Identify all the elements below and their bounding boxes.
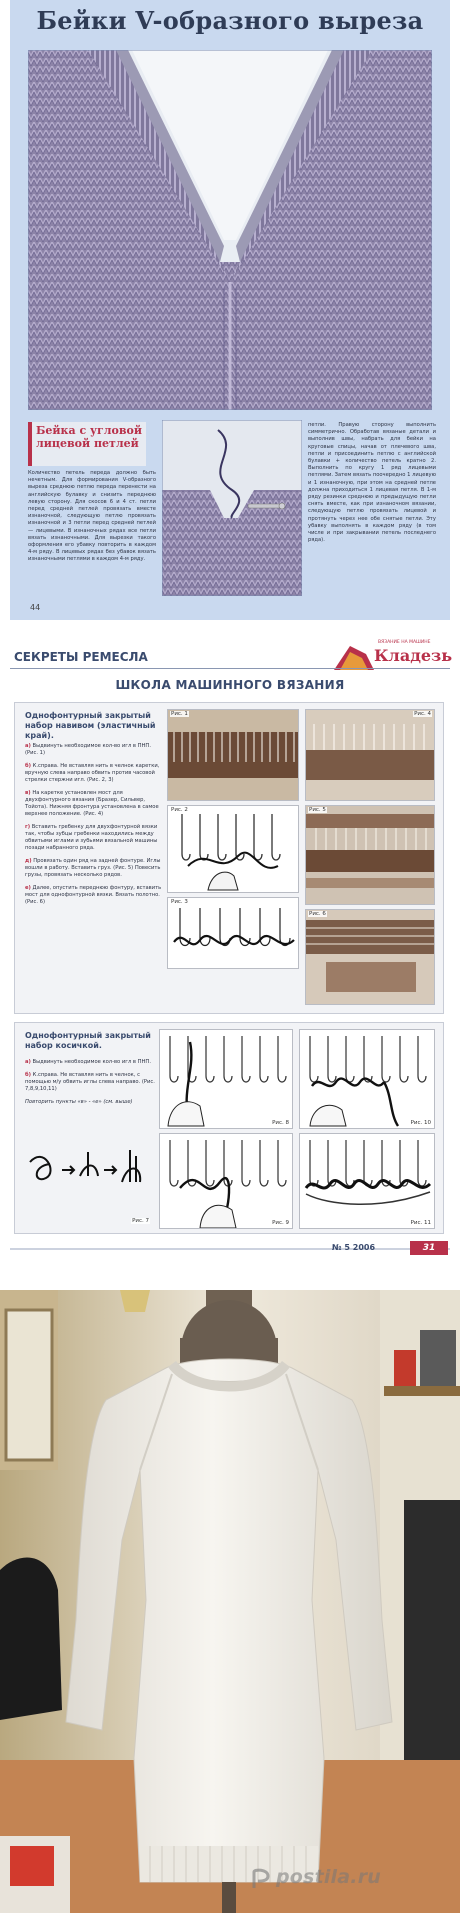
section-label: СЕКРЕТЫ РЕМЕСЛА	[14, 650, 148, 664]
panel-heading: Однофонтурный закрытый набор навивом (эластичный край).	[25, 711, 156, 740]
panel-cast-on-braid	[14, 1022, 444, 1234]
figure-4	[305, 709, 435, 801]
figure-label: Рис. 7	[132, 1218, 149, 1224]
step-item: г) Вставить гребенку для двухфонтурной вязки так, чтобы зубцы гребенки находились между обвитыми иглами и зубьями вязальной машины позади набранного ряда.	[25, 824, 158, 851]
magazine-page-v-neck	[10, 0, 450, 620]
step-item: Повторить пункты «в» - «е» (см. выше)	[25, 1099, 133, 1105]
figure-11	[299, 1133, 435, 1229]
issue-number: № 5 2006	[332, 1243, 376, 1252]
step-item: д) Провязать один ряд на задней фонтуре. Иглы вошли в работу. Вставить груз. (Рис. 5) Повесить грузы, провязать несколько рядов.	[25, 858, 161, 878]
figure-label: Рис. 8	[272, 1120, 289, 1126]
page-title: Бейки V-образного выреза	[36, 6, 424, 35]
footer-divider	[10, 1242, 450, 1256]
panel-heading: Однофонтурный закрытый набор косичкой.	[25, 1031, 151, 1050]
step-item: б) К.справа. Не вставляя нить в челнок, с помощью м/у обвить иглы слева направо. (Рис. 7,8,9,10,11)	[25, 1072, 155, 1092]
divider	[10, 668, 450, 669]
figure-8	[159, 1029, 293, 1129]
postila-logo-icon	[252, 1868, 270, 1890]
figure-label: Рис. 5	[309, 807, 326, 813]
body-text-left: Количество петель переда должно быть нечетным. Для формирования V-образного выреза среднюю петлю переда перенести на английскую булавку и снизить переднюю левую сторону. Для скосов 6 и 4 ст. петли перед средней петлей провязать вместе изнаночной, следующую петлю провязать изнаночной и 3 петли перед средней петлей — лицевыми. В изнаночных рядах все петли вязать изнаночными. Для вырезки такого оформления его убавку повторить в каждом 4-м ряду. В лицевых рядах без убавок вязать изнаночными петлями в каждом 4-м ряду.	[28, 470, 156, 563]
figure-10	[299, 1029, 435, 1129]
watermark: postila.ru	[276, 1866, 382, 1888]
page-title: ШКОЛА МАШИННОГО ВЯЗАНИЯ	[115, 678, 345, 692]
body-text-right: петли. Правую сторону выполнить симметрично. Обработав вязаные детали и выполнив швы, набрать для бейки на круговые спицы, начав от плечевого шва, петли и присоединить петлю с английской булавки + количество петель кратно 2. Выполнить по кругу 1 ряд лицевыми петлями. Затем вязать поочередно 1 лицевую и 1 изнаночную, при этом на средней петле должна приходиться 1 лицевая петля. В 1-м ряду резинки среднюю и предыдущую петли снять вместе, как при изнаночном вязании, следующую петлю провязать лицевой и протянуть через нее обе снятые петли. Эту убавку выполнять в каждом ряду (в том числе и при закрывании петель последнего ряда).	[308, 422, 436, 544]
figure-label: Рис. 11	[410, 1220, 431, 1226]
figure-7	[23, 1141, 153, 1227]
logo-text: Кладезь	[374, 646, 453, 665]
magazine-page-machine-knitting	[10, 636, 453, 1274]
figure-5	[305, 805, 435, 905]
subheading: Бейка с угловой лицевой петлей	[28, 422, 146, 466]
step-item: е) Далее, опустить переднюю фонтуру, вставить мост для однофонтурной вязки. Вязать полотно. (Рис. 6)	[25, 885, 162, 905]
step-item: б) К.справа. Не вставляя нить в челнок каретки, вручную слева направо обвить против часовой стрелки стержни игл. (Рис. 2, 3)	[25, 763, 160, 783]
figure-3	[167, 897, 299, 969]
figure-6	[305, 909, 435, 1005]
page-number: 44	[30, 603, 41, 612]
figure-label: Рис. 4	[414, 711, 431, 717]
step-item: в) На каретке установлен мост для двухфонтурного вязания (Бразер, Сильвер, Тойота). Нижняя фронтура установлена в самое верхнее положение. (Рис. 4)	[25, 790, 159, 817]
page-number: 31	[410, 1241, 448, 1255]
stitch-detail-photo	[162, 420, 302, 596]
figure-9	[159, 1133, 293, 1229]
steps-list	[25, 743, 163, 912]
figure-label: Рис. 9	[272, 1220, 289, 1226]
figure-1	[167, 709, 299, 801]
steps-list	[25, 1059, 163, 1112]
logo-subtitle: ВЯЗАНИЕ НА МАШИНЕ	[378, 640, 431, 645]
figure-label: Рис. 10	[410, 1120, 431, 1126]
sweater-photo	[0, 1290, 460, 1913]
panel-cast-on-wrap	[14, 702, 444, 1014]
v-neck-knit-photo	[28, 50, 432, 410]
figure-label: Рис. 3	[171, 899, 188, 905]
figure-label: Рис. 6	[309, 911, 326, 917]
step-item: а) Выдвинуть необходимое кол-во игл в ПНП.	[25, 1059, 151, 1065]
figure-2	[167, 805, 299, 893]
figure-label: Рис. 2	[171, 807, 188, 813]
step-item: а) Выдвинуть необходимое кол-во игл в ПНП. (Рис. 1)	[25, 743, 151, 756]
figure-label: Рис. 1	[171, 711, 188, 717]
